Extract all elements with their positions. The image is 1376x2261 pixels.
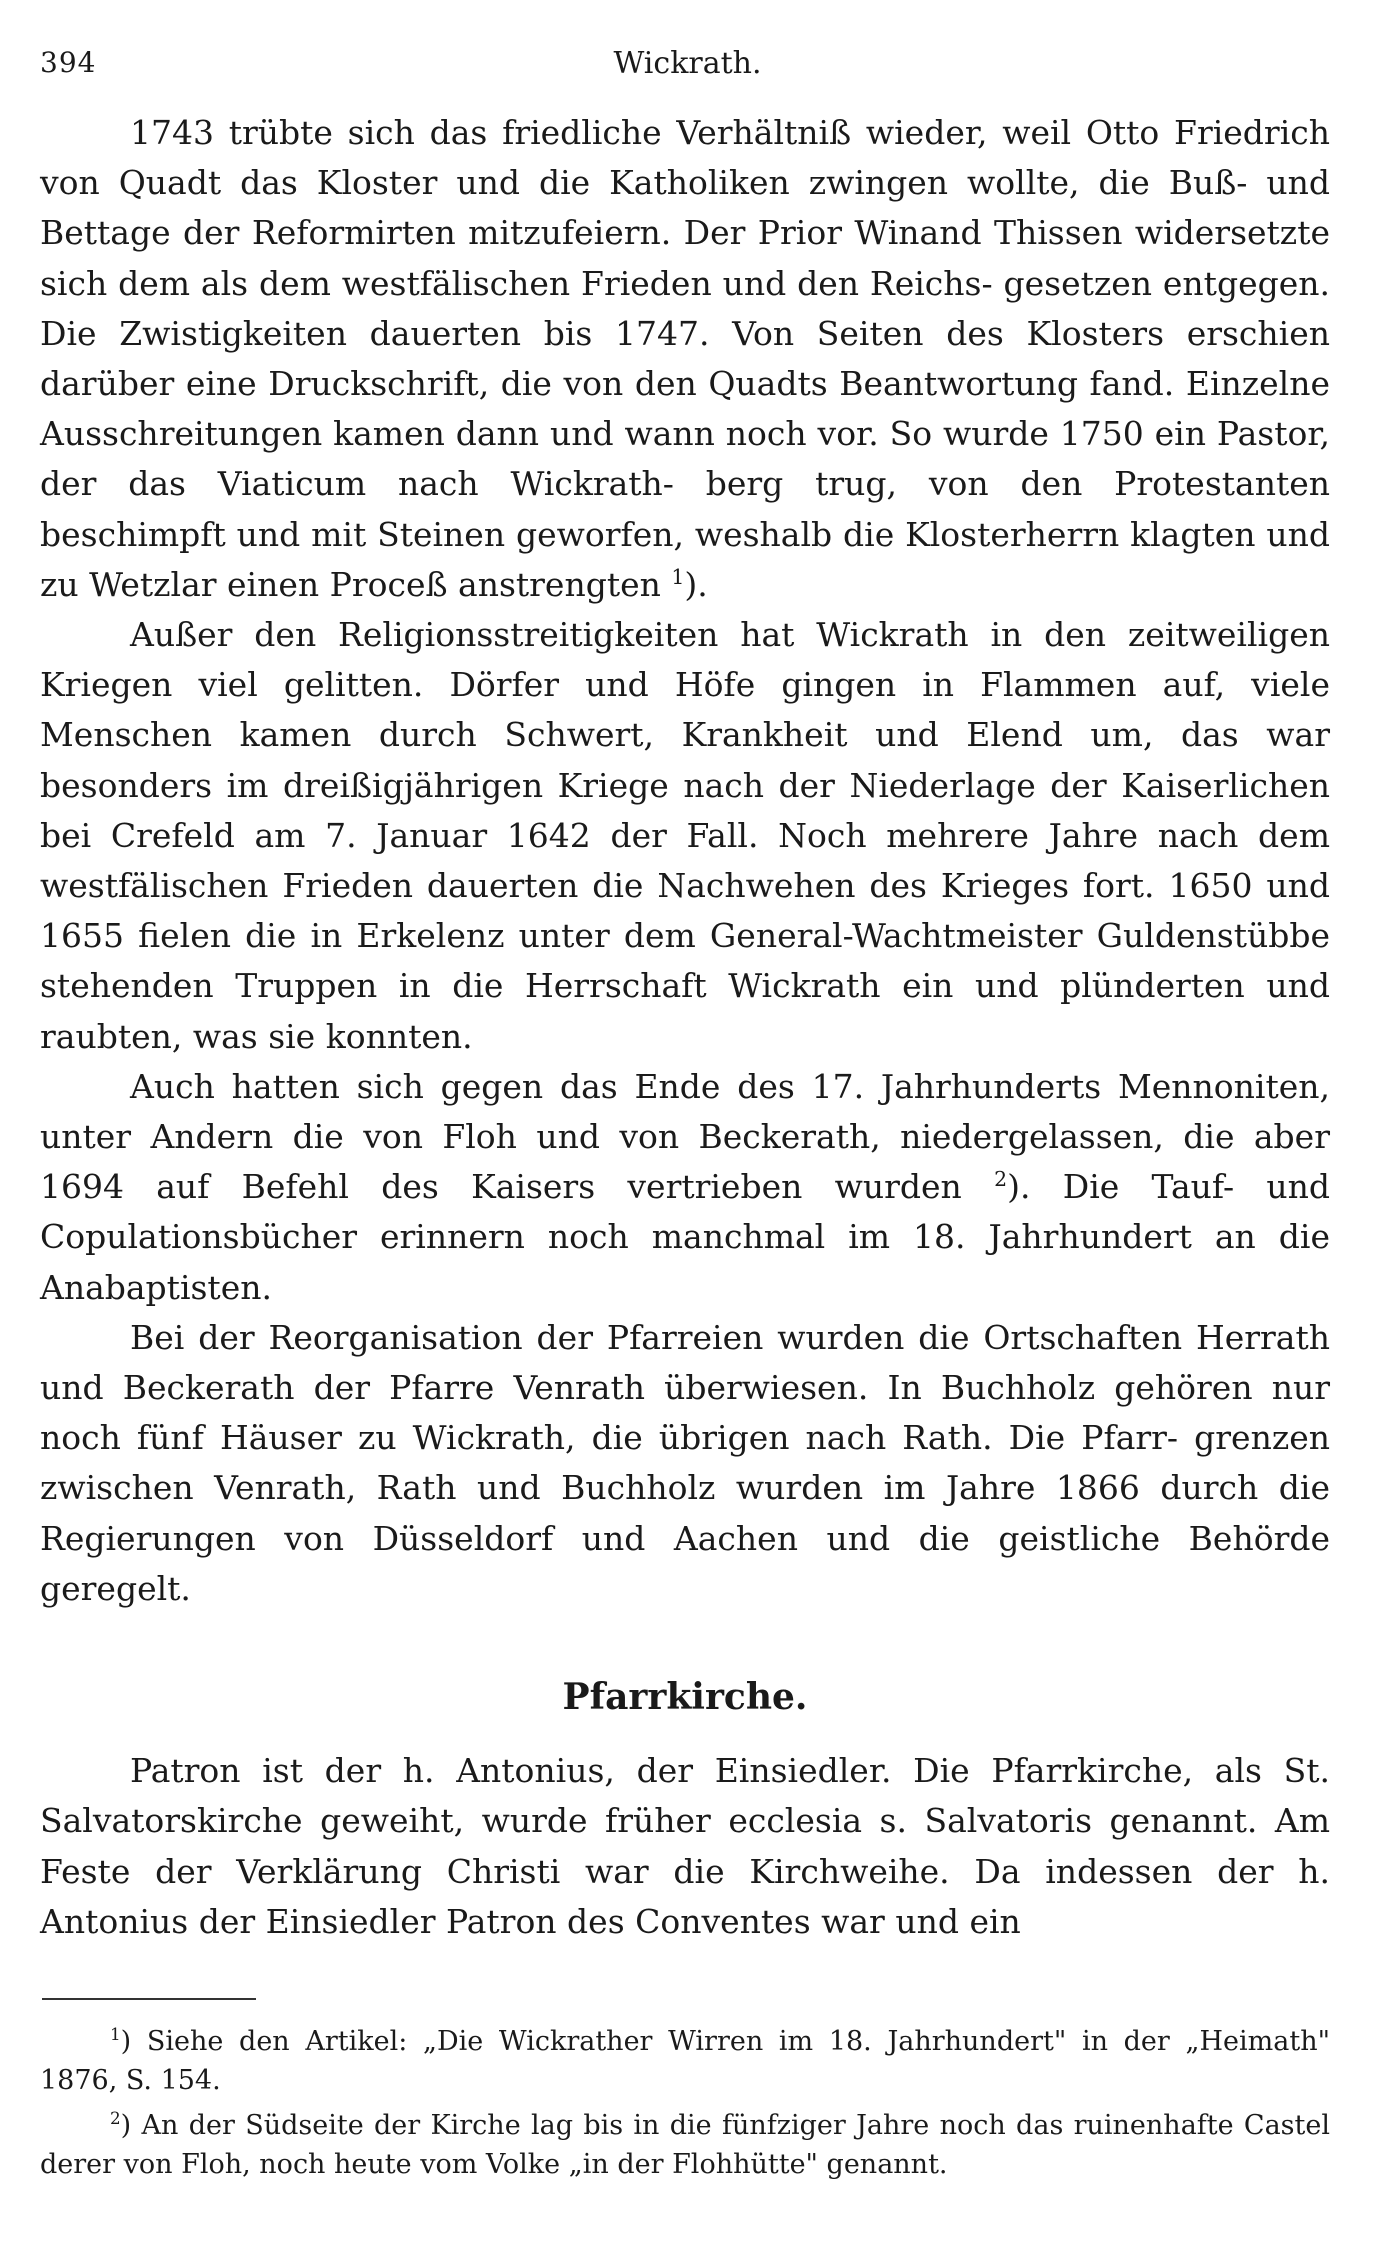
footnote-ref-2-suffix: ). (1007, 1167, 1031, 1207)
footnote-ref-1: 1 (671, 564, 685, 589)
paragraph-3 (40, 1062, 1330, 1313)
footnotes (40, 2022, 1330, 2190)
paragraph-1 (40, 108, 1330, 610)
footnote-2-text: An der Südseite der Kirche lag bis in die fünfziger Jahre noch das ruinenhafte Castel derer von Floh, noch heute vom Volke „in der Flohhütte" genannt. (40, 2110, 1330, 2180)
footnote-ref-1-suffix: ). (684, 564, 708, 604)
footnote-divider (42, 1998, 256, 2000)
paragraph-1-text: 1743 trübte sich das friedliche Verhältniß wieder, weil Otto Friedrich von Quadt das Kloster und die Katholiken zwingen wollte, die Buß- und Bettage der Reformirten mitzufeiern. Der Prior Winand Thissen widersetzte sich dem als dem westfälischen Frieden und den Reichs- gesetzen entgegen. Die Zwistigkeiten dauerten bis 1747. Von Seiten des Klosters erschien darüber eine Druckschrift, die von den Quadts Beantwortung fand. Einzelne Ausschreitungen kamen dann und wann noch vor. So wurde 1750 ein Pastor, der das Viaticum nach Wickrath- berg trug, von den Protestanten beschimpft und mit Steinen geworfen, weshalb die Klosterherrn klagten und zu Wetzlar einen Proceß anstrengten (40, 113, 1330, 604)
footnote-1-marker: 1 (110, 2024, 121, 2044)
footnote-2-marker: 2 (110, 2108, 121, 2128)
footnote-1: $^1$) Siehe den Artikel: „Die Wickrather Wirren im 18. Jahrhundert" in der „Heimath" 1876, S. 154. (40, 2024, 1330, 2096)
paragraph-4: Bei der Reorganisation der Pfarreien wurden die Ortschaften Herrath und Beckerath der Pfarre Venrath überwiesen. In Buchholz gehören nur noch fünf Häuser zu Wickrath, die übrigen nach Rath. Die Pfarr- grenzen zwischen Venrath, Rath und Buchholz wurden im Jahre 1866 durch die Regierungen von Düsseldorf und Aachen und die geistliche Behörde geregelt. (40, 1317, 1330, 1608)
footnote-ref-2: 2 (994, 1167, 1008, 1192)
running-head: Wickrath. (613, 46, 762, 81)
footnote-2: $^2$) An der Südseite der Kirche lag bis in die fünfziger Jahre noch das ruinenhafte Castel derer von Floh, noch heute vom Volke „in der Flohhütte" genannt. (40, 2108, 1330, 2180)
paragraph-3-text-a: Auch hatten sich gegen das Ende des 17. Jahrhunderts Mennoniten, unter Andern die von Floh und von Beckerath, niedergelassen, die aber 1694 auf Befehl des Kaisers vertrieben wurden (40, 1066, 1330, 1207)
page-number: 394 (40, 46, 97, 79)
section-title-spacer (40, 1722, 1330, 1746)
page-header (40, 46, 1335, 86)
section-paragraph: Patron ist der h. Antonius, der Einsiedler. Die Pfarrkirche, als St. Salvatorskirche geweiht, wurde früher ecclesia s. Salvatoris genannt. Am Feste der Verklärung Christi war die Kirchweihe. Da indessen der h. Antonius der Einsiedler Patron des Conventes war und ein (40, 1751, 1330, 1941)
body-text (40, 108, 1330, 1947)
section-spacer (40, 1614, 1330, 1672)
footnote-1-text: Siehe den Artikel: „Die Wickrather Wirren im 18. Jahrhundert" in der „Heimath" 1876, S. 154. (40, 2026, 1330, 2096)
section-title: Pfarrkirche. (562, 1676, 808, 1719)
paragraph-3-text-b: Die Tauf- und Copulationsbücher erinnern noch manchmal im 18. Jahrhundert an die Anabaptisten. (40, 1167, 1330, 1307)
paragraph-2: Außer den Religionsstreitigkeiten hat Wickrath in den zeitweiligen Kriegen viel gelitten. Dörfer und Höfe gingen in Flammen auf, viele Menschen kamen durch Schwert, Krankheit und Elend um, das war besonders im dreißigjährigen Kriege nach der Niederlage der Kaiserlichen bei Crefeld am 7. Januar 1642 der Fall. Noch mehrere Jahre nach dem westfälischen Frieden dauerten die Nachwehen des Krieges fort. 1650 und 1655 fielen die in Erkelenz unter dem General-Wachtmeister Guldenstübbe stehenden Truppen in die Herrschaft Wickrath ein und plünderten und raubten, was sie konnten. (40, 615, 1330, 1056)
